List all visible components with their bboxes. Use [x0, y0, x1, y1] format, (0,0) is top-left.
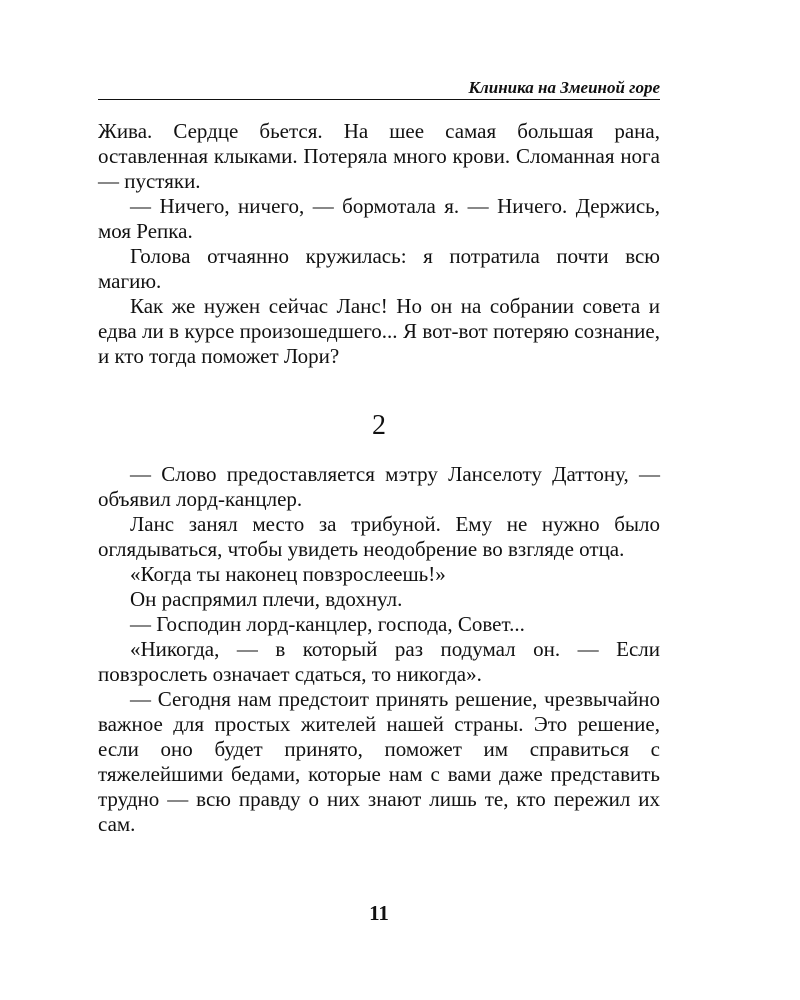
paragraph: — Ничего, ничего, — бормотала я. — Ничего. Держись, моя Репка.: [98, 194, 660, 243]
paragraph: — Сегодня нам предстоит принять решение, чрезвычайно важное для простых жителей нашей страны. Это решение, если оно будет принято, поможет им справиться с тяжелейшими бедами, которые нам с вами даже представить трудно — всю правду о них знают лишь те, кто пережил их сам.: [98, 687, 660, 836]
paragraph: Ланс занял место за трибуной. Ему не нужно было оглядываться, чтобы увидеть неодобрение во взгляде отца.: [98, 512, 660, 561]
text-block-2: [98, 462, 660, 837]
paragraph: Как же нужен сейчас Ланс! Но он на собрании совета и едва ли в курсе произошедшего... Я вот-вот потеряю сознание, и кто тогда поможет Лори?: [98, 294, 660, 368]
paragraph: Он распрямил плечи, вдохнул.: [130, 587, 403, 611]
paragraph: «Когда ты наконец повзрослеешь!»: [130, 562, 446, 586]
text-block-1: [98, 119, 660, 369]
paragraph: Жива. Сердце бьется. На шее самая большая рана, оставленная клыками. Потеряла много крови. Сломанная нога — пустяки.: [98, 119, 660, 193]
header-rule: [98, 99, 660, 100]
chapter-number: 2: [372, 410, 386, 441]
paragraph: — Господин лорд-канцлер, господа, Совет...: [130, 612, 525, 636]
page-number: 11: [369, 901, 389, 925]
paragraph: — Слово предоставляется мэтру Ланселоту Даттону, — объявил лорд-канцлер.: [98, 462, 660, 511]
running-title: Клиника на Змеиной горе: [468, 78, 660, 97]
paragraph: «Никогда, — в который раз подумал он. — Если повзрослеть означает сдаться, то никогда».: [98, 637, 660, 686]
paragraph: Голова отчаянно кружилась: я потратила почти всю магию.: [98, 244, 660, 293]
